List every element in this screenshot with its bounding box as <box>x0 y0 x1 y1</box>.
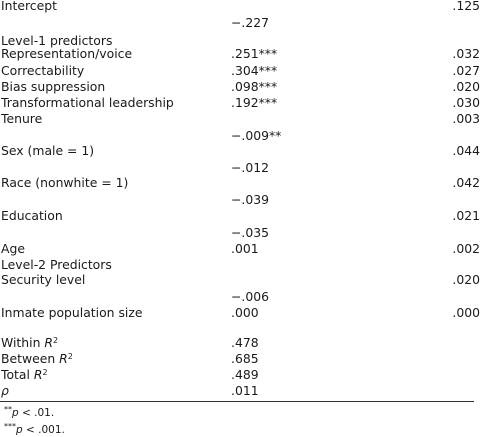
row-label: Intercept <box>1 0 57 13</box>
fit-label: Between $R^2$ <box>1 351 73 366</box>
row-label: Inmate population size <box>1 305 143 320</box>
se-value: .020 <box>452 272 480 287</box>
section-heading: Level-1 predictors <box>1 33 113 48</box>
row-label: Age <box>1 241 25 256</box>
se-value: .021 <box>452 208 480 223</box>
coef-value: .001 <box>231 241 259 256</box>
se-value: .042 <box>452 175 480 190</box>
coef-value: .304*** <box>231 63 278 78</box>
se-value: .003 <box>452 111 480 126</box>
se-value: .030 <box>452 95 480 110</box>
fit-value: .478 <box>231 335 259 350</box>
row-label: Education <box>1 208 63 223</box>
table-note: **p < .01. <box>4 405 55 419</box>
coef-value: .192*** <box>231 95 278 110</box>
row-label: Transformational leadership <box>1 95 174 110</box>
fit-value: .489 <box>231 367 259 382</box>
row-label: Race (nonwhite = 1) <box>1 175 129 190</box>
se-value: .000 <box>452 305 480 320</box>
se-value: .027 <box>452 63 480 78</box>
row-label: Representation/voice <box>1 46 133 61</box>
fit-label: Total $R^2$ <box>1 367 48 382</box>
coef-value: −.009** <box>231 128 282 143</box>
table-bottom-rule <box>0 401 474 402</box>
coef-value: .000 <box>231 305 259 320</box>
fit-value: .685 <box>231 351 259 366</box>
fit-label: Within $R^2$ <box>1 335 59 350</box>
coef-value: −.035 <box>231 225 269 240</box>
coef-value: −.039 <box>231 192 269 207</box>
se-value: .002 <box>452 241 480 256</box>
coef-value: .098*** <box>231 79 278 94</box>
row-label: Security level <box>1 272 86 287</box>
fit-value: .011 <box>231 383 259 398</box>
se-value: .044 <box>452 143 480 158</box>
table-note: ***p < .001. <box>4 422 65 436</box>
row-label: Tenure <box>1 111 43 126</box>
row-label: Correctability <box>1 63 85 78</box>
row-label: Bias suppression <box>1 79 106 94</box>
se-value: .125 <box>452 0 480 13</box>
coef-value: −.227 <box>231 15 269 30</box>
row-label: Sex (male = 1) <box>1 143 95 158</box>
section-heading: Level-2 Predictors <box>1 257 112 272</box>
coef-value: −.012 <box>231 160 269 175</box>
coef-value: .251*** <box>231 46 278 61</box>
fit-label: ρ <box>1 383 9 398</box>
se-value: .032 <box>452 46 480 61</box>
coef-value: −.006 <box>231 289 269 304</box>
se-value: .020 <box>452 79 480 94</box>
